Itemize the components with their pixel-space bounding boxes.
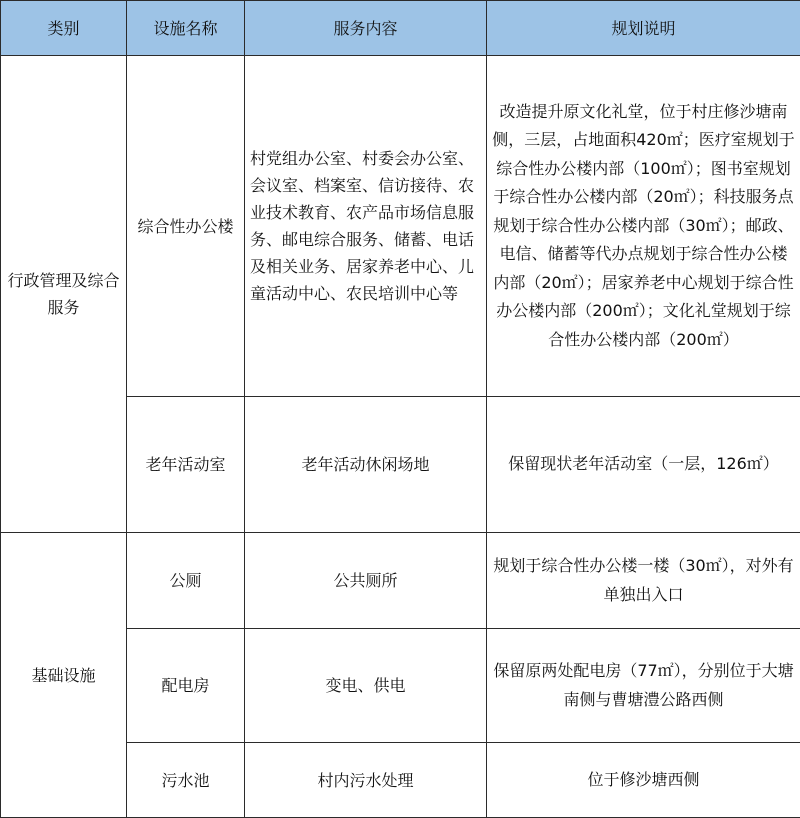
header-category: 类别	[1, 1, 127, 56]
category-cell: 基础设施	[1, 533, 127, 818]
table-row	[1, 533, 800, 629]
facility-name-cell: 污水池	[127, 743, 245, 818]
header-service-content: 服务内容	[245, 1, 487, 56]
plan-description-cell: 保留原两处配电房（77㎡），分别位于大塘南侧与曹塘澧公路西侧	[487, 629, 800, 743]
category-cell: 行政管理及综合服务	[1, 56, 127, 533]
table-row	[1, 56, 800, 397]
plan-description-cell: 规划于综合性办公楼一楼（30㎡），对外有单独出入口	[487, 533, 800, 629]
service-content-cell: 变电、供电	[245, 629, 487, 743]
header-facility-name: 设施名称	[127, 1, 245, 56]
service-content-cell: 公共厕所	[245, 533, 487, 629]
plan-description-cell: 保留现状老年活动室（一层，126㎡）	[487, 397, 800, 533]
facility-name-cell: 配电房	[127, 629, 245, 743]
header-plan-description: 规划说明	[487, 1, 800, 56]
facility-name-cell: 综合性办公楼	[127, 56, 245, 397]
service-content-cell: 老年活动休闲场地	[245, 397, 487, 533]
facility-name-cell: 老年活动室	[127, 397, 245, 533]
plan-description-cell: 改造提升原文化礼堂，位于村庄修沙塘南侧，三层，占地面积420㎡；医疗室规划于综合性办公楼内部（100㎡）；图书室规划于综合性办公楼内部（20㎡）；科技服务点规划于综合性办公楼内部（30㎡）；邮政、电信、储蓄等代办点规划于综合性办公楼内部（20㎡）；居家养老中心规划于综合性办公楼内部（200㎡）；文化礼堂规划于综合性办公楼内部（200㎡）	[487, 56, 800, 397]
table-header-row	[1, 1, 800, 56]
service-content-cell: 村党组办公室、村委会办公室、会议室、档案室、信访接待、农业技术教育、农产品市场信息服务、邮电综合服务、储蓄、电话及相关业务、居家养老中心、儿童活动中心、农民培训中心等	[245, 56, 487, 397]
service-content-cell: 村内污水处理	[245, 743, 487, 818]
facility-name-cell: 公厕	[127, 533, 245, 629]
plan-description-cell: 位于修沙塘西侧	[487, 743, 800, 818]
